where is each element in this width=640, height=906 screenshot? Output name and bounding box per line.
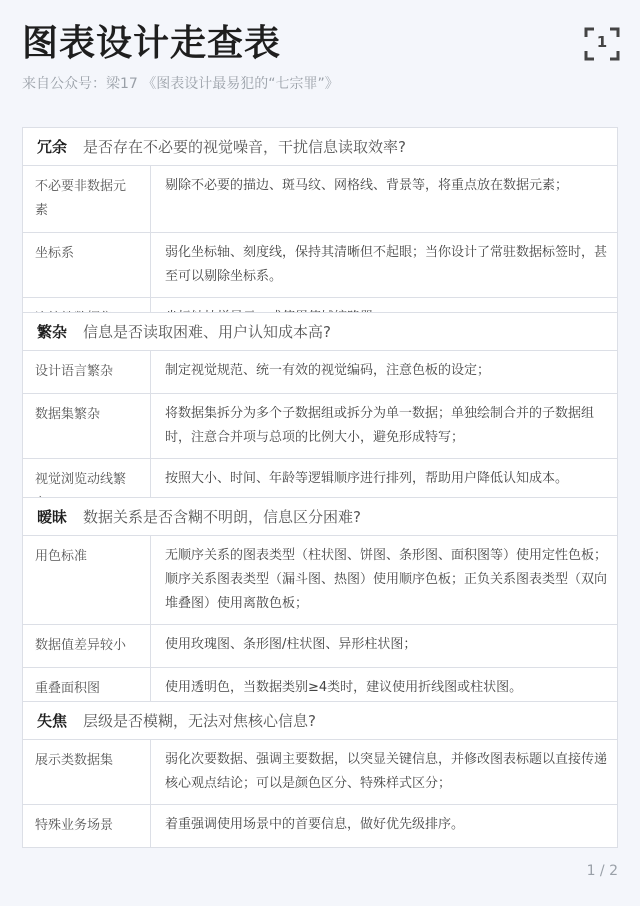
table-row (23, 233, 617, 298)
table-row (23, 536, 617, 625)
row-desc: 按照大小、时间、年龄等逻辑顺序进行排列，帮助用户降低认知成本。 (165, 471, 569, 486)
section-name: 失焦 (37, 712, 68, 730)
section-redundancy (22, 127, 618, 341)
row-desc: 使用透明色，当数据类别≥4类时，建议使用折线图或柱状图。 (165, 680, 523, 695)
section-question: 数据关系是否含糊不明朗，信息区分困难? (83, 508, 361, 526)
section-name: 繁杂 (37, 323, 68, 341)
table-row (23, 740, 617, 805)
section-question: 是否存在不必要的视觉噪音，干扰信息读取效率? (83, 138, 406, 156)
row-desc: 使用玫瑰图、条形图/柱状图、异形柱状图； (165, 637, 417, 652)
section-question: 层级是否模糊，无法对焦核心信息? (83, 712, 316, 730)
section-header (23, 128, 617, 166)
section-name: 冗余 (37, 138, 68, 156)
section-header (23, 313, 617, 351)
row-key: 特殊业务场景 (23, 805, 151, 847)
row-desc: 无顺序关系的图表类型（柱状图、饼图、条形图、面积图等）使用定性色板；顺序关系图表类型（漏斗图、热图）使用顺序色板；正负关系图表类型（双向堆叠图）使用离散色板； (165, 548, 608, 611)
row-key: 重叠面积图 (23, 668, 151, 710)
row-key: 展示类数据集 (23, 740, 151, 804)
section-name: 暧昧 (37, 508, 68, 526)
section-header (23, 498, 617, 536)
row-key: 坐标系 (23, 233, 151, 297)
row-desc: 弱化坐标轴、刻度线，保持其清晰但不起眼；当你设计了常驻数据标签时，甚至可以剔除坐标系。 (165, 245, 608, 284)
row-desc: 制定视觉规范、统一有效的视觉编码，注意色板的设定； (165, 363, 491, 378)
row-desc: 弱化次要数据、强调主要数据，以突显关键信息，并修改图表标题以直接传递核心观点结论；可以是颜色区分、特殊样式区分； (165, 752, 608, 791)
section-header (23, 702, 617, 740)
page-badge (584, 27, 620, 61)
table-row (23, 394, 617, 459)
row-key: 设计语言繁杂 (23, 351, 151, 393)
row-key: 数据值差异较小 (23, 625, 151, 667)
row-key: 用色标准 (23, 536, 151, 624)
page-title: 图表设计走查表 (22, 23, 282, 64)
section-question: 信息是否读取困难、用户认知成本高? (83, 323, 331, 341)
page-badge-number: 1 (596, 33, 608, 51)
row-desc: 剔除不必要的描边、斑马纹、网格线、背景等，将重点放在数据元素； (165, 178, 569, 193)
section-defocus (22, 701, 618, 848)
row-desc: 着重强调使用场景中的首要信息，做好优先级排序。 (165, 817, 465, 832)
row-key: 视觉浏览动线繁 (23, 459, 151, 525)
section-complexity (22, 312, 618, 526)
page-indicator: 1 / 2 (586, 863, 618, 879)
page-subtitle: 来自公众号：梁17 《图表设计最易犯的“七宗罪”》 (22, 76, 339, 92)
row-key: 数据集繁杂 (23, 394, 151, 458)
row-desc: 将数据集拆分为多个子数据组或拆分为单一数据；单独绘制合并的子数据组时，注意合并项与总项的比例大小，避免形成特写； (165, 406, 595, 445)
row-key: 不必要非数据元素 (23, 166, 151, 232)
table-row (23, 805, 617, 847)
table-row (23, 351, 617, 394)
section-ambiguity (22, 497, 618, 711)
table-row (23, 625, 617, 668)
table-row (23, 166, 617, 233)
